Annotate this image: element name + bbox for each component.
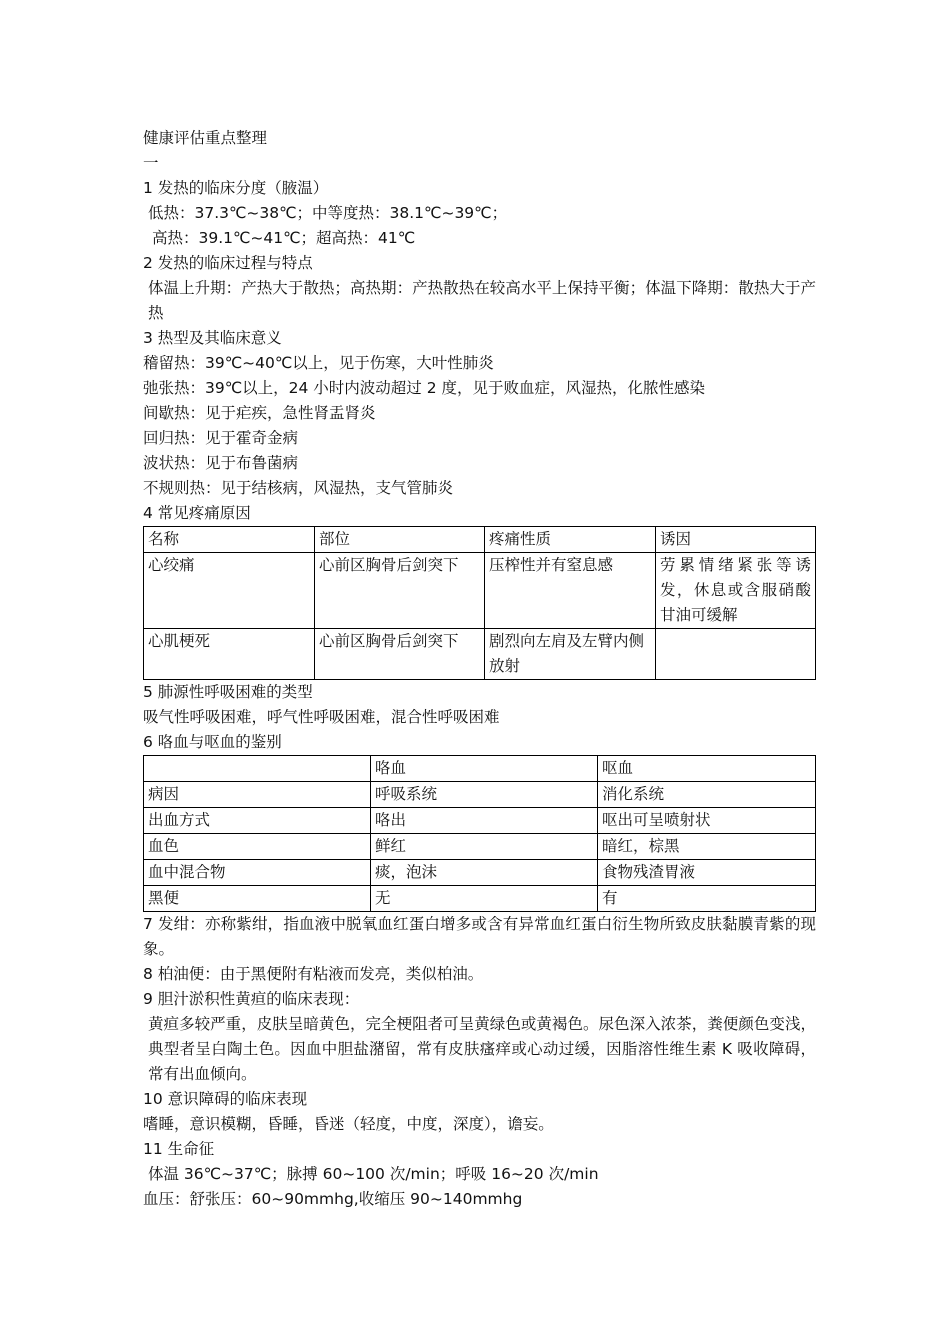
table-header-cell: 名称 (144, 527, 315, 553)
table-cell: 呼吸系统 (371, 782, 598, 808)
section-9-heading: 9 胆汁淤积性黄疸的临床表现： (143, 990, 360, 1008)
table-cell: 消化系统 (598, 782, 816, 808)
table-row (144, 886, 816, 912)
fever-type-item: 间歇热：见于疟疾，急性肾盂肾炎 (143, 404, 376, 422)
fever-type-item: 回归热：见于霍奇金病 (143, 429, 299, 447)
table-cell: 咯出 (371, 808, 598, 834)
table-row (144, 860, 816, 886)
table-cell: 心前区胸骨后剑突下 (315, 553, 485, 629)
table-cell: 血中混合物 (144, 860, 371, 886)
table-cell: 心绞痛 (144, 553, 315, 629)
table-cell (656, 629, 816, 680)
pain-causes-table (143, 526, 816, 680)
table-header-cell: 咯血 (371, 756, 598, 782)
table-cell: 心前区胸骨后剑突下 (315, 629, 485, 680)
document-title: 健康评估重点整理 (143, 129, 268, 147)
hemoptysis-hematemesis-table (143, 755, 816, 912)
table-header-row (144, 756, 816, 782)
table-cell: 出血方式 (144, 808, 371, 834)
table-cell: 黑便 (144, 886, 371, 912)
table-cell: 心肌梗死 (144, 629, 315, 680)
table-cell: 病因 (144, 782, 371, 808)
table-cell: 暗红，棕黑 (598, 834, 816, 860)
table-header-cell: 呕血 (598, 756, 816, 782)
fever-grade-line-1: 低热：37.3℃~38℃；中等度热：38.1℃~39℃； (148, 204, 508, 222)
fever-process-text: 体温上升期：产热大于散热；高热期：产热散热在较高水平上保持平衡；体温下降期：散热大于产热 (148, 279, 816, 322)
section-11-heading: 11 生命征 (143, 1140, 215, 1158)
table-cell: 有 (598, 886, 816, 912)
section-10-heading: 10 意识障碍的临床表现 (143, 1090, 308, 1108)
table-cell: 无 (371, 886, 598, 912)
dyspnea-types-text: 吸气性呼吸困难，呼气性呼吸困难，混合性呼吸困难 (143, 708, 500, 726)
table-cell: 痰，泡沫 (371, 860, 598, 886)
table-cell: 剧烈向左肩及左臂内侧放射 (485, 629, 656, 680)
fever-type-item: 弛张热：39℃以上，24 小时内波动超过 2 度，见于败血症，风湿热，化脓性感染 (143, 379, 705, 397)
section-4-heading: 4 常见疼痛原因 (143, 504, 251, 522)
fever-type-item: 不规则热：见于结核病，风湿热，支气管肺炎 (143, 479, 454, 497)
table-cell: 血色 (144, 834, 371, 860)
table-header-cell: 疼痛性质 (485, 527, 656, 553)
table-cell: 食物残渣胃液 (598, 860, 816, 886)
table-row (144, 808, 816, 834)
table-header-row (144, 527, 816, 553)
vital-signs-line-1: 体温 36℃~37℃；脉搏 60~100 次/min；呼吸 16~20 次/min (148, 1165, 599, 1183)
table-cell: 鲜红 (371, 834, 598, 860)
table-header-cell: 诱因 (656, 527, 816, 553)
document-page (143, 126, 816, 1212)
section-2-heading: 2 发热的临床过程与特点 (143, 254, 313, 272)
table-row (144, 629, 816, 680)
table-cell: 压榨性并有窒息感 (485, 553, 656, 629)
table-row (144, 553, 816, 629)
title-dash: 一 (143, 154, 159, 172)
consciousness-disorder-text: 嗜睡，意识模糊，昏睡，昏迷（轻度，中度，深度），谵妄。 (143, 1115, 554, 1133)
table-header-cell (144, 756, 371, 782)
section-1-heading: 1 发热的临床分度（腋温） (143, 179, 329, 197)
table-header-cell: 部位 (315, 527, 485, 553)
section-6-heading: 6 咯血与呕血的鉴别 (143, 733, 282, 751)
section-5-heading: 5 肺源性呼吸困难的类型 (143, 683, 313, 701)
cholestatic-jaundice-text: 黄疸多较严重，皮肤呈暗黄色，完全梗阻者可呈黄绿色或黄褐色。尿色深入浓茶，粪便颜色变浅，典型者呈白陶土色。因血中胆盐潴留，常有皮肤瘙痒或心动过缓，因脂溶性维生素 K 吸收障碍，常有出血倾向。 (148, 1015, 816, 1083)
fever-type-item: 稽留热：39℃~40℃以上，见于伤寒，大叶性肺炎 (143, 354, 494, 372)
cyanosis-definition: 7 发绀：亦称紫绀，指血液中脱氧血红蛋白增多或含有异常血红蛋白衍生物所致皮肤黏膜青紫的现象。 (143, 915, 816, 958)
table-cell: 呕出可呈喷射状 (598, 808, 816, 834)
fever-grade-line-2: 高热：39.1℃~41℃；超高热：41℃ (152, 229, 416, 247)
tarry-stool-definition: 8 柏油便：由于黑便附有粘液而发亮，类似柏油。 (143, 965, 484, 983)
section-3-heading: 3 热型及其临床意义 (143, 329, 282, 347)
vital-signs-line-2: 血压：舒张压：60~90mmhg,收缩压 90~140mmhg (143, 1190, 523, 1208)
table-row (144, 834, 816, 860)
table-cell: 劳累情绪紧张等诱发，休息或含服硝酸甘油可缓解 (656, 553, 816, 629)
fever-type-item: 波状热：见于布鲁菌病 (143, 454, 299, 472)
table-row (144, 782, 816, 808)
